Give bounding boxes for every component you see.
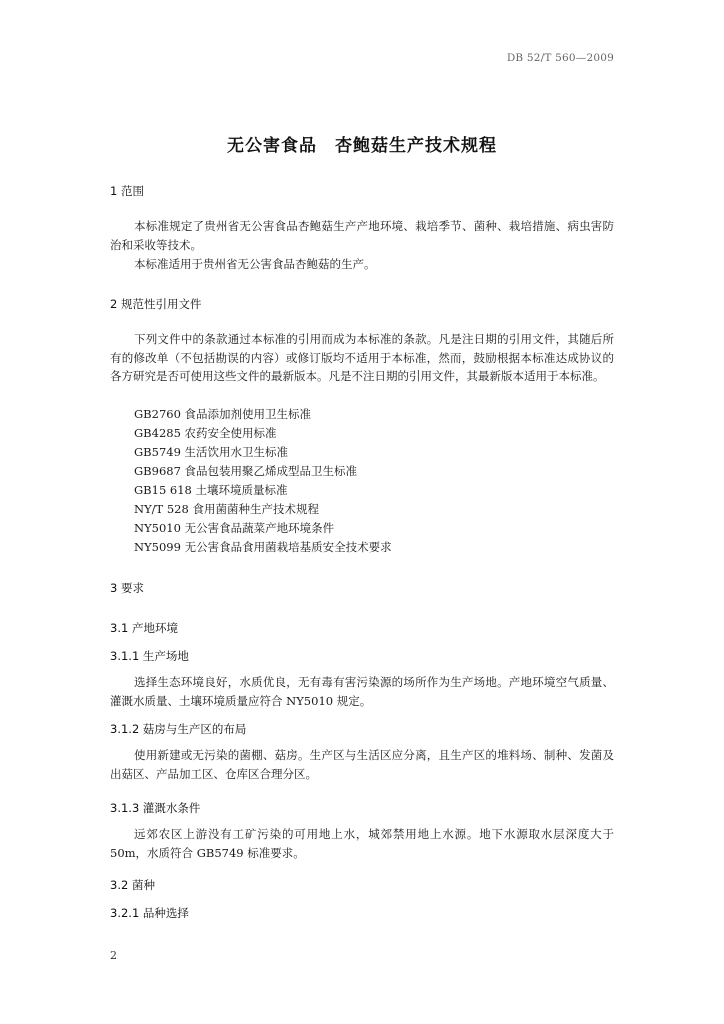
reference-item: GB5749 生活饮用水卫生标准 bbox=[134, 445, 289, 459]
section-3-heading: 3 要求 bbox=[110, 581, 144, 595]
section-3-1-3-paragraph: 远郊农区上游没有工矿污染的可用地上水，城郊禁用地上水源。地下水源取水层深度大于 50m，水质符合 GB5749 标准要求。 bbox=[110, 827, 614, 860]
section-3-2-1-heading: 3.2.1 品种选择 bbox=[110, 906, 189, 920]
section-3-1-1-heading: 3.1.1 生产场地 bbox=[110, 649, 189, 663]
section-2-paragraph: 下列文件中的条款通过本标准的引用而成为本标准的条款。凡是注日期的引用文件，其随后所有的修改单（不包括勘误的内容）或修订版均不适用于本标准，然而，鼓励根据本标准达成协议的各方研究是否可使用这些文件的最新版本。凡是不注日期的引用文件，其最新版本适用于本标准。 bbox=[110, 332, 614, 383]
reference-item: GB9687 食品包装用聚乙烯成型品卫生标准 bbox=[134, 464, 358, 478]
section-2-heading: 2 规范性引用文件 bbox=[110, 297, 202, 311]
section-1-paragraph-1: 本标准规定了贵州省无公害食品杏鲍菇生产产地环境、栽培季节、菌种、栽培措施、病虫害防治和采收等技术。 bbox=[110, 219, 614, 252]
reference-item: NY5010 无公害食品蔬菜产地环境条件 bbox=[134, 521, 335, 535]
page-number: 2 bbox=[110, 949, 117, 962]
reference-item: GB15 618 土壤环境质量标准 bbox=[134, 483, 288, 497]
reference-item: GB4285 农药安全使用标准 bbox=[134, 426, 277, 440]
section-3-1-2-heading: 3.1.2 菇房与生产区的布局 bbox=[110, 722, 247, 736]
reference-item: GB2760 食品添加剂使用卫生标准 bbox=[134, 407, 312, 421]
document-title: 无公害食品 杏鲍菇生产技术规程 bbox=[227, 136, 497, 156]
reference-item: NY/T 528 食用菌菌种生产技术规程 bbox=[134, 502, 319, 516]
section-3-1-heading: 3.1 产地环境 bbox=[110, 621, 178, 635]
section-3-2-heading: 3.2 菌种 bbox=[110, 878, 155, 892]
section-3-1-3-heading: 3.1.3 灌溉水条件 bbox=[110, 801, 201, 815]
section-1-paragraph-2: 本标准适用于贵州省无公害食品杏鲍菇的生产。 bbox=[134, 257, 376, 271]
section-1-heading: 1 范围 bbox=[110, 184, 144, 198]
reference-item: NY5099 无公害食品食用菌栽培基质安全技术要求 bbox=[134, 540, 392, 554]
section-3-1-2-paragraph: 使用新建或无污染的菌棚、菇房。生产区与生活区应分离，且生产区的堆料场、制种、发菌及出菇区、产品加工区、仓库区合理分区。 bbox=[110, 748, 614, 781]
section-3-1-1-paragraph: 选择生态环境良好，水质优良，无有毒有害污染源的场所作为生产场地。产地环境空气质量、灌溉水质量、土壤环境质量应符合 NY5010 规定。 bbox=[110, 675, 614, 708]
standard-code: DB 52/T 560—2009 bbox=[506, 52, 614, 64]
